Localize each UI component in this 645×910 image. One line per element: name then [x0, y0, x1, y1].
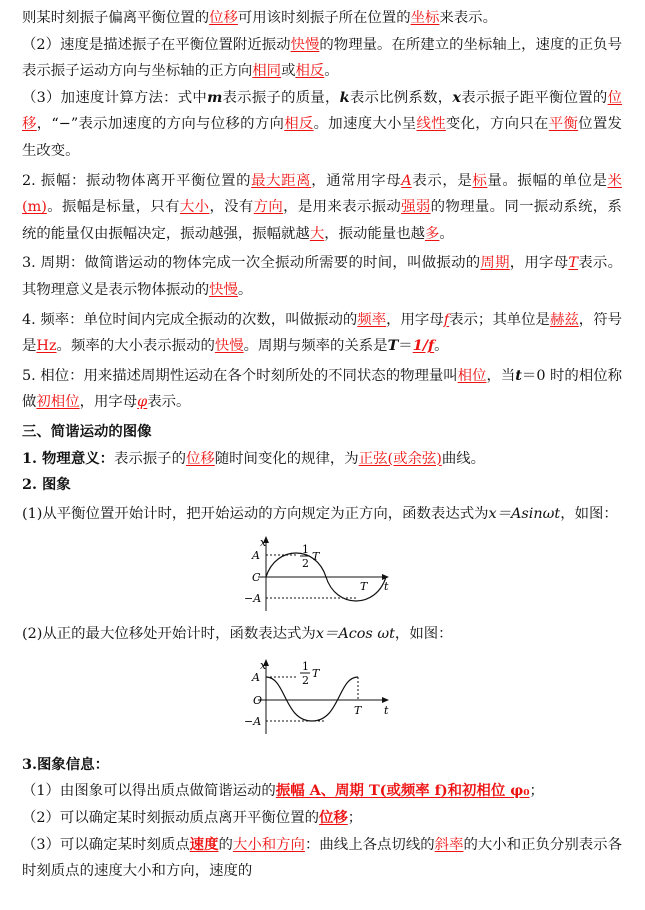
half-denominator: 2	[302, 557, 309, 571]
symbol: t	[515, 366, 522, 384]
answer: 振幅 A、周期 T(或频率 f)和初相位 φ₀	[275, 782, 530, 800]
text: ，如图：	[394, 626, 453, 643]
text: 1. 物理意义：	[22, 449, 114, 467]
answer: 初相位	[36, 394, 80, 411]
cosine-graph	[236, 658, 406, 738]
text: 可用该时刻振子所在位置的	[237, 10, 411, 26]
answer: 位移	[209, 10, 238, 26]
symbol: m	[207, 88, 223, 106]
answer: 斜率	[434, 836, 464, 853]
text: ＝0 时的相位称做	[22, 367, 623, 411]
text: ，用字母	[386, 311, 444, 328]
text: (2)从正的最大位移处开始计时，函数表达式为	[22, 626, 316, 643]
text: 。周期与频率的关系是	[243, 338, 388, 355]
answer: 1/f	[412, 337, 435, 355]
t-axis-label: t	[384, 703, 389, 717]
text: ，是用来表示振动	[283, 199, 402, 216]
subheading-info: 3.图象信息：	[22, 755, 109, 773]
text: 。	[434, 338, 449, 355]
y-label: x	[260, 658, 267, 672]
answer: 相反	[295, 63, 325, 80]
text: ；	[529, 783, 544, 800]
answer: A	[401, 172, 412, 189]
text: 3. 周期：做简谐运动的物体完成一次全振动所需要的时间，叫做振动的	[22, 255, 481, 272]
neg-a-label: −A	[244, 714, 262, 728]
half-numerator: 1	[302, 543, 309, 557]
answer: 相反	[284, 116, 314, 133]
text: 。振幅是标量，只有	[46, 199, 180, 216]
answer: 快慢	[209, 281, 238, 298]
text: 。	[324, 63, 339, 80]
answer: 位移	[22, 89, 622, 133]
text: ，振动能量也越	[324, 225, 425, 242]
paragraph-info-1	[22, 778, 622, 805]
origin-label: O	[253, 693, 263, 707]
text: 4. 频率：单位时间内完成全振动的次数，叫做振动的	[22, 311, 358, 328]
text: ，如图：	[560, 505, 618, 522]
text: 的物理量。在所建立的坐标轴上，速度的正负号表示振子运动方向与坐标轴的正方向	[22, 36, 622, 80]
period-label: T	[354, 703, 362, 717]
text: ；	[347, 810, 363, 827]
answer: 平衡	[548, 116, 579, 133]
text: （3）可以确定某时刻质点	[22, 836, 190, 853]
text: ，用字母	[509, 255, 569, 272]
paragraph-info-2	[22, 805, 622, 832]
answer: 频率	[357, 311, 387, 328]
cosine-curve	[266, 677, 358, 721]
t-axis-label: t	[384, 580, 389, 594]
subheading-graph: 2. 图象	[22, 476, 71, 494]
text: ，通常用字母	[311, 172, 402, 189]
paragraph-velocity	[22, 32, 622, 85]
text: 量。振幅的单位是	[487, 172, 608, 189]
text: （3）加速度计算方法：式中	[22, 89, 208, 106]
answer: 速度	[189, 835, 219, 853]
answer: 方向	[253, 199, 284, 216]
answer: φ	[137, 394, 148, 411]
answer: 大	[309, 225, 325, 242]
sine-graph	[236, 535, 406, 615]
y-label: x	[260, 536, 267, 550]
text: 表示。	[147, 394, 191, 411]
answer: 最大距离	[251, 172, 312, 189]
symbol: k	[339, 88, 350, 106]
paragraph-meaning	[22, 446, 622, 473]
answer: 快慢	[290, 36, 320, 53]
text: 。频率的大小表示振动的	[56, 338, 215, 355]
text: 随时间变化的规律，为	[214, 450, 359, 467]
answer: 大小	[179, 199, 210, 216]
text: 表示振子的质量，	[222, 89, 340, 106]
text: （2）可以确定某时刻振动质点离开平衡位置的	[22, 810, 319, 827]
symbol: x	[452, 88, 461, 106]
symbol: T	[387, 337, 399, 355]
answer: 相同	[252, 63, 282, 80]
formula: x＝Acos ωt	[315, 626, 395, 643]
paragraph-sin	[22, 501, 622, 528]
text: （2）速度是描述振子在平衡位置附近振动	[22, 36, 291, 53]
text: ，没有	[209, 199, 254, 216]
answer: T	[568, 255, 578, 272]
answer: 位移	[185, 450, 215, 467]
half-period-label: T	[312, 666, 320, 680]
text: ＝	[398, 338, 413, 355]
paragraph-frequency	[22, 307, 622, 360]
text: 则某时刻振子偏离平衡位置的	[22, 10, 210, 26]
answer: 大小和方向	[232, 836, 305, 853]
text: 表示，是	[411, 172, 473, 189]
text: ：曲线上各点切线的	[304, 836, 435, 853]
text: 的大小和正负分别表示各时刻质点的速度大小和方向，速度的	[22, 836, 622, 880]
answer: 多	[424, 225, 440, 242]
text: 的物理量。同一振动系统，系统的能量仅由振幅决定，振动越强，振幅就越	[22, 199, 622, 242]
text: 或	[281, 63, 296, 80]
text: 5. 相位：用来描述周期性运动在各个时刻所处的不同状态的物理量叫	[22, 367, 458, 384]
text: ，当	[486, 367, 516, 384]
answer: 赫兹	[549, 311, 579, 328]
period-label: T	[360, 580, 368, 594]
x-arrow-icon	[382, 697, 389, 703]
answer: 标	[472, 172, 488, 189]
text: 表示；其单位是	[449, 311, 550, 328]
paragraph-displacement	[22, 5, 622, 32]
text: 2. 振幅：振动物体离开平衡位置的	[22, 172, 252, 189]
text: 位置发生改变。	[22, 116, 622, 159]
text: 表示振子的	[114, 450, 186, 467]
section-heading: 三、简谐运动的图像	[22, 422, 152, 440]
answer: 坐标	[410, 10, 440, 26]
text: 来表示。	[439, 10, 497, 26]
formula: x＝Asinωt	[488, 505, 561, 522]
half-denominator: 2	[302, 673, 309, 687]
answer: 强弱	[401, 199, 431, 216]
answer: Hz	[36, 338, 57, 355]
answer: 米(m)	[22, 172, 622, 216]
half-numerator: 1	[302, 659, 309, 673]
text: ，用字母	[79, 394, 138, 411]
paragraph-period	[22, 250, 622, 303]
figure-cosine	[22, 658, 622, 740]
paragraph-phase	[22, 363, 622, 416]
text: 。	[237, 281, 253, 298]
a-label: A	[252, 549, 260, 563]
text: 。	[439, 225, 454, 242]
paragraph-cos	[22, 621, 622, 648]
bottom-fade	[270, 858, 645, 888]
answer: 正弦(或余弦)	[358, 450, 442, 467]
neg-a-label: −A	[244, 592, 262, 606]
text: ，“−”表示加速度的方向与位移的方向	[36, 116, 285, 133]
text: （1）由图象可以得出质点做简谐运动的	[22, 783, 276, 800]
text: 表示比例系数，	[349, 89, 453, 106]
text: 表示。其物理意义是表示物体振动的	[22, 255, 622, 298]
paragraph-acceleration	[22, 85, 622, 165]
text: (1)从平衡位置开始计时，把开始运动的方向规定为正方向，函数表达式为	[22, 505, 489, 522]
text: 曲线。	[441, 450, 486, 467]
text: 变化，方向只在	[445, 116, 549, 133]
answer: 相位	[457, 367, 487, 384]
answer: 线性	[416, 116, 446, 133]
answer: 快慢	[214, 338, 244, 355]
figure-sine	[22, 535, 622, 617]
answer: 位移	[318, 809, 348, 827]
answer: 周期	[480, 255, 510, 272]
text: 的	[218, 836, 233, 853]
document-body	[22, 0, 622, 885]
text: 。加速度大小呈	[313, 116, 417, 133]
answer: f	[443, 311, 450, 328]
paragraph-amplitude	[22, 168, 622, 248]
half-period-label: T	[312, 550, 320, 564]
origin-label: C	[252, 571, 261, 585]
text: 表示振子距平衡位置的	[460, 89, 608, 106]
text: ，符号是	[22, 311, 622, 355]
a-label: A	[252, 670, 260, 684]
